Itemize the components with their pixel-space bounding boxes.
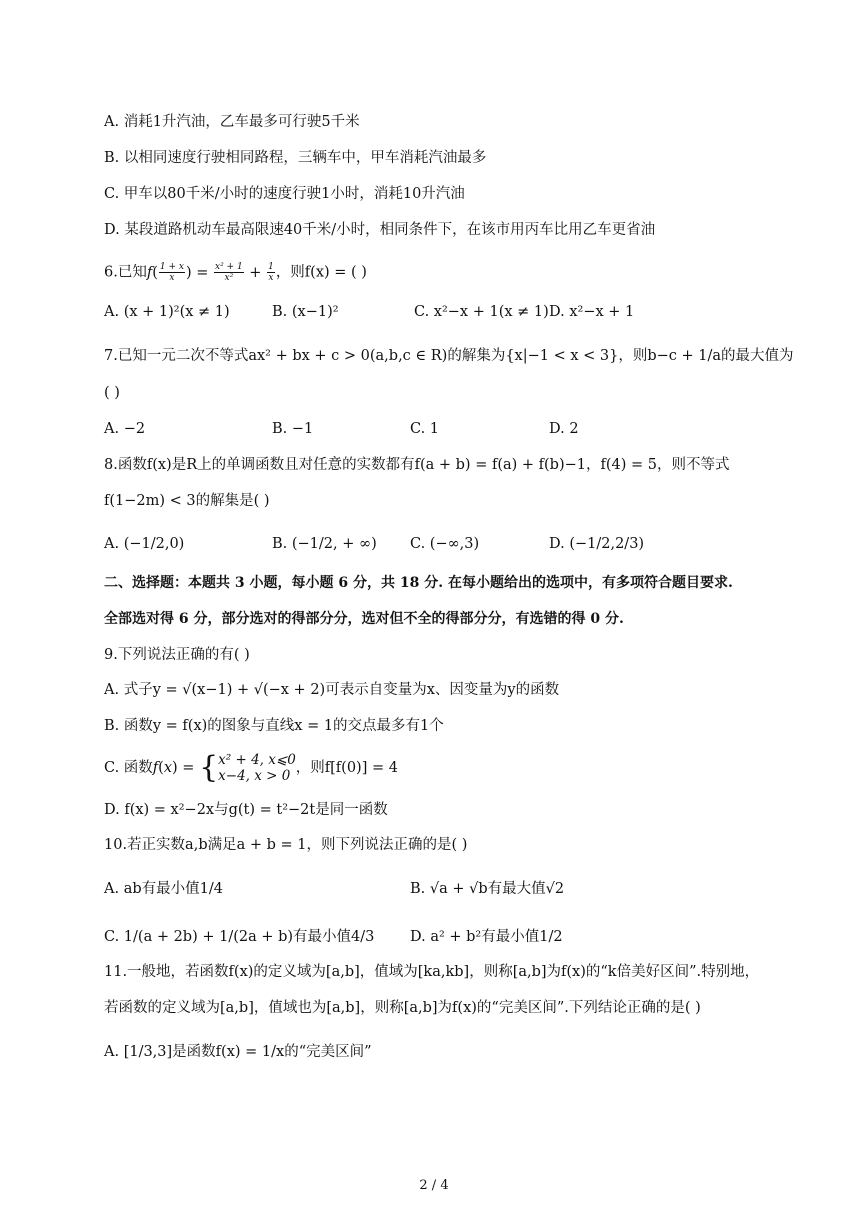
q8-stem-2: f(1−2m) < 3的解集是( ) — [104, 493, 270, 509]
q7-option-d: D. 2 — [549, 421, 579, 437]
q7-paren: ( ) — [104, 385, 120, 401]
q5-option-a: A. 消耗1升汽油，乙车最多可行驶5千米 — [104, 114, 360, 130]
q8-option-d: D. (−1/2,2/3) — [549, 536, 645, 552]
q6-option-a: A. (x + 1)²(x ≠ 1) — [104, 304, 230, 320]
q9-option-d: D. f(x) = x²−2x与g(t) = t²−2t是同一函数 — [104, 802, 388, 818]
q5-option-b: B. 以相同速度行驶相同路程，三辆车中，甲车消耗汽油最多 — [104, 150, 487, 166]
q5-option-d: D. 某段道路机动车最高限速40千米/小时，相同条件下，在该市用丙车比用乙车更省油 — [104, 222, 656, 238]
q9-c-case1: x² + 4, x⩽0 — [218, 752, 296, 768]
q9-option-b: B. 函数y = f(x)的图象与直线x = 1的交点最多有1个 — [104, 718, 444, 734]
q10-option-d: D. a² + b²有最小值1/2 — [410, 929, 563, 945]
q6-stem-suffix: ，则f(x) = ( ) — [275, 264, 367, 281]
section2-line1: 二、选择题：本题共 3 小题，每小题 6 分，共 18 分. 在每小题给出的选项中，有多项符合题目要求. — [104, 575, 733, 591]
q7-option-a: A. −2 — [104, 421, 146, 437]
q6-option-b: B. (x−1)² — [272, 304, 339, 320]
q8-option-c: C. (−∞,3) — [410, 536, 480, 552]
q9-c-function: f(x) = {x² + 4, x⩽0 x−4, x > 0 — [152, 750, 296, 785]
q11-option-a: A. [1/3,3]是函数f(x) = 1/x的“完美区间” — [104, 1044, 372, 1060]
q7-option-b: B. −1 — [272, 421, 314, 437]
q8-stem: 8.函数f(x)是R上的单调函数且对任意的实数都有f(a + b) = f(a) + f(b)−1，f(4) = 5，则不等式 — [104, 457, 730, 473]
q6-stem-prefix: 6.已知 — [104, 264, 147, 281]
q10-stem: 10.若正实数a,b满足a + b = 1，则下列说法正确的是( ) — [104, 837, 468, 853]
q11-stem: 11.一般地，若函数f(x)的定义域为[a,b]，值域为[ka,kb]，则称[a,b]为f(x)的“k倍美好区间”.特别地， — [104, 964, 760, 980]
q9-c-prefix: C. 函数 — [104, 760, 153, 776]
q6-option-d: D. x²−x + 1 — [549, 304, 635, 320]
q9-c-suffix: ，则f[f(0)] = 4 — [295, 760, 398, 776]
section2-line2: 全部选对得 6 分，部分选对的得部分分，选对但不全的得部分分，有选错的得 0 分. — [104, 611, 624, 627]
q10-option-c: C. 1/(a + 2b) + 1/(2a + b)有最小值4/3 — [104, 929, 375, 945]
q8-option-a: A. (−1/2,0) — [104, 536, 185, 552]
q7-option-c: C. 1 — [410, 421, 440, 437]
q11-stem-2: 若函数的定义域为[a,b]，值域也为[a,b]，则称[a,b]为f(x)的“完美区间”.下列结论正确的是( ) — [104, 1000, 701, 1016]
q10-option-a: A. ab有最小值1/4 — [104, 881, 223, 897]
q9-stem: 9.下列说法正确的有( ) — [104, 647, 250, 663]
q6-stem — [104, 262, 367, 283]
q9-option-c — [104, 752, 398, 784]
q8-option-b: B. (−1/2, + ∞) — [272, 536, 377, 552]
q7-stem: 7.已知一元二次不等式ax² + bx + c > 0(a,b,c ∈ R)的解集为{x|−1 < x < 3}，则b−c + 1/a的最大值为 — [104, 348, 794, 364]
q9-c-case2: x−4, x > 0 — [218, 768, 291, 784]
page-number: 2 / 4 — [419, 1178, 449, 1193]
q6-formula: f( $\frac{1 + x}{x}$ ) = $\frac{\text{x² + 1}}{\text{x²}}$ + $\frac{1}{x}$ — [146, 262, 274, 283]
q9-option-a: A. 式子y = √(x−1) + √(−x + 2)可表示自变量为x、因变量为y的函数 — [104, 682, 560, 698]
q5-option-c: C. 甲车以80千米/小时的速度行驶1小时，消耗10升汽油 — [104, 186, 465, 202]
q10-option-b: B. √a + √b有最大值√2 — [410, 881, 565, 897]
q6-option-c: C. x²−x + 1(x ≠ 1) — [414, 304, 549, 320]
